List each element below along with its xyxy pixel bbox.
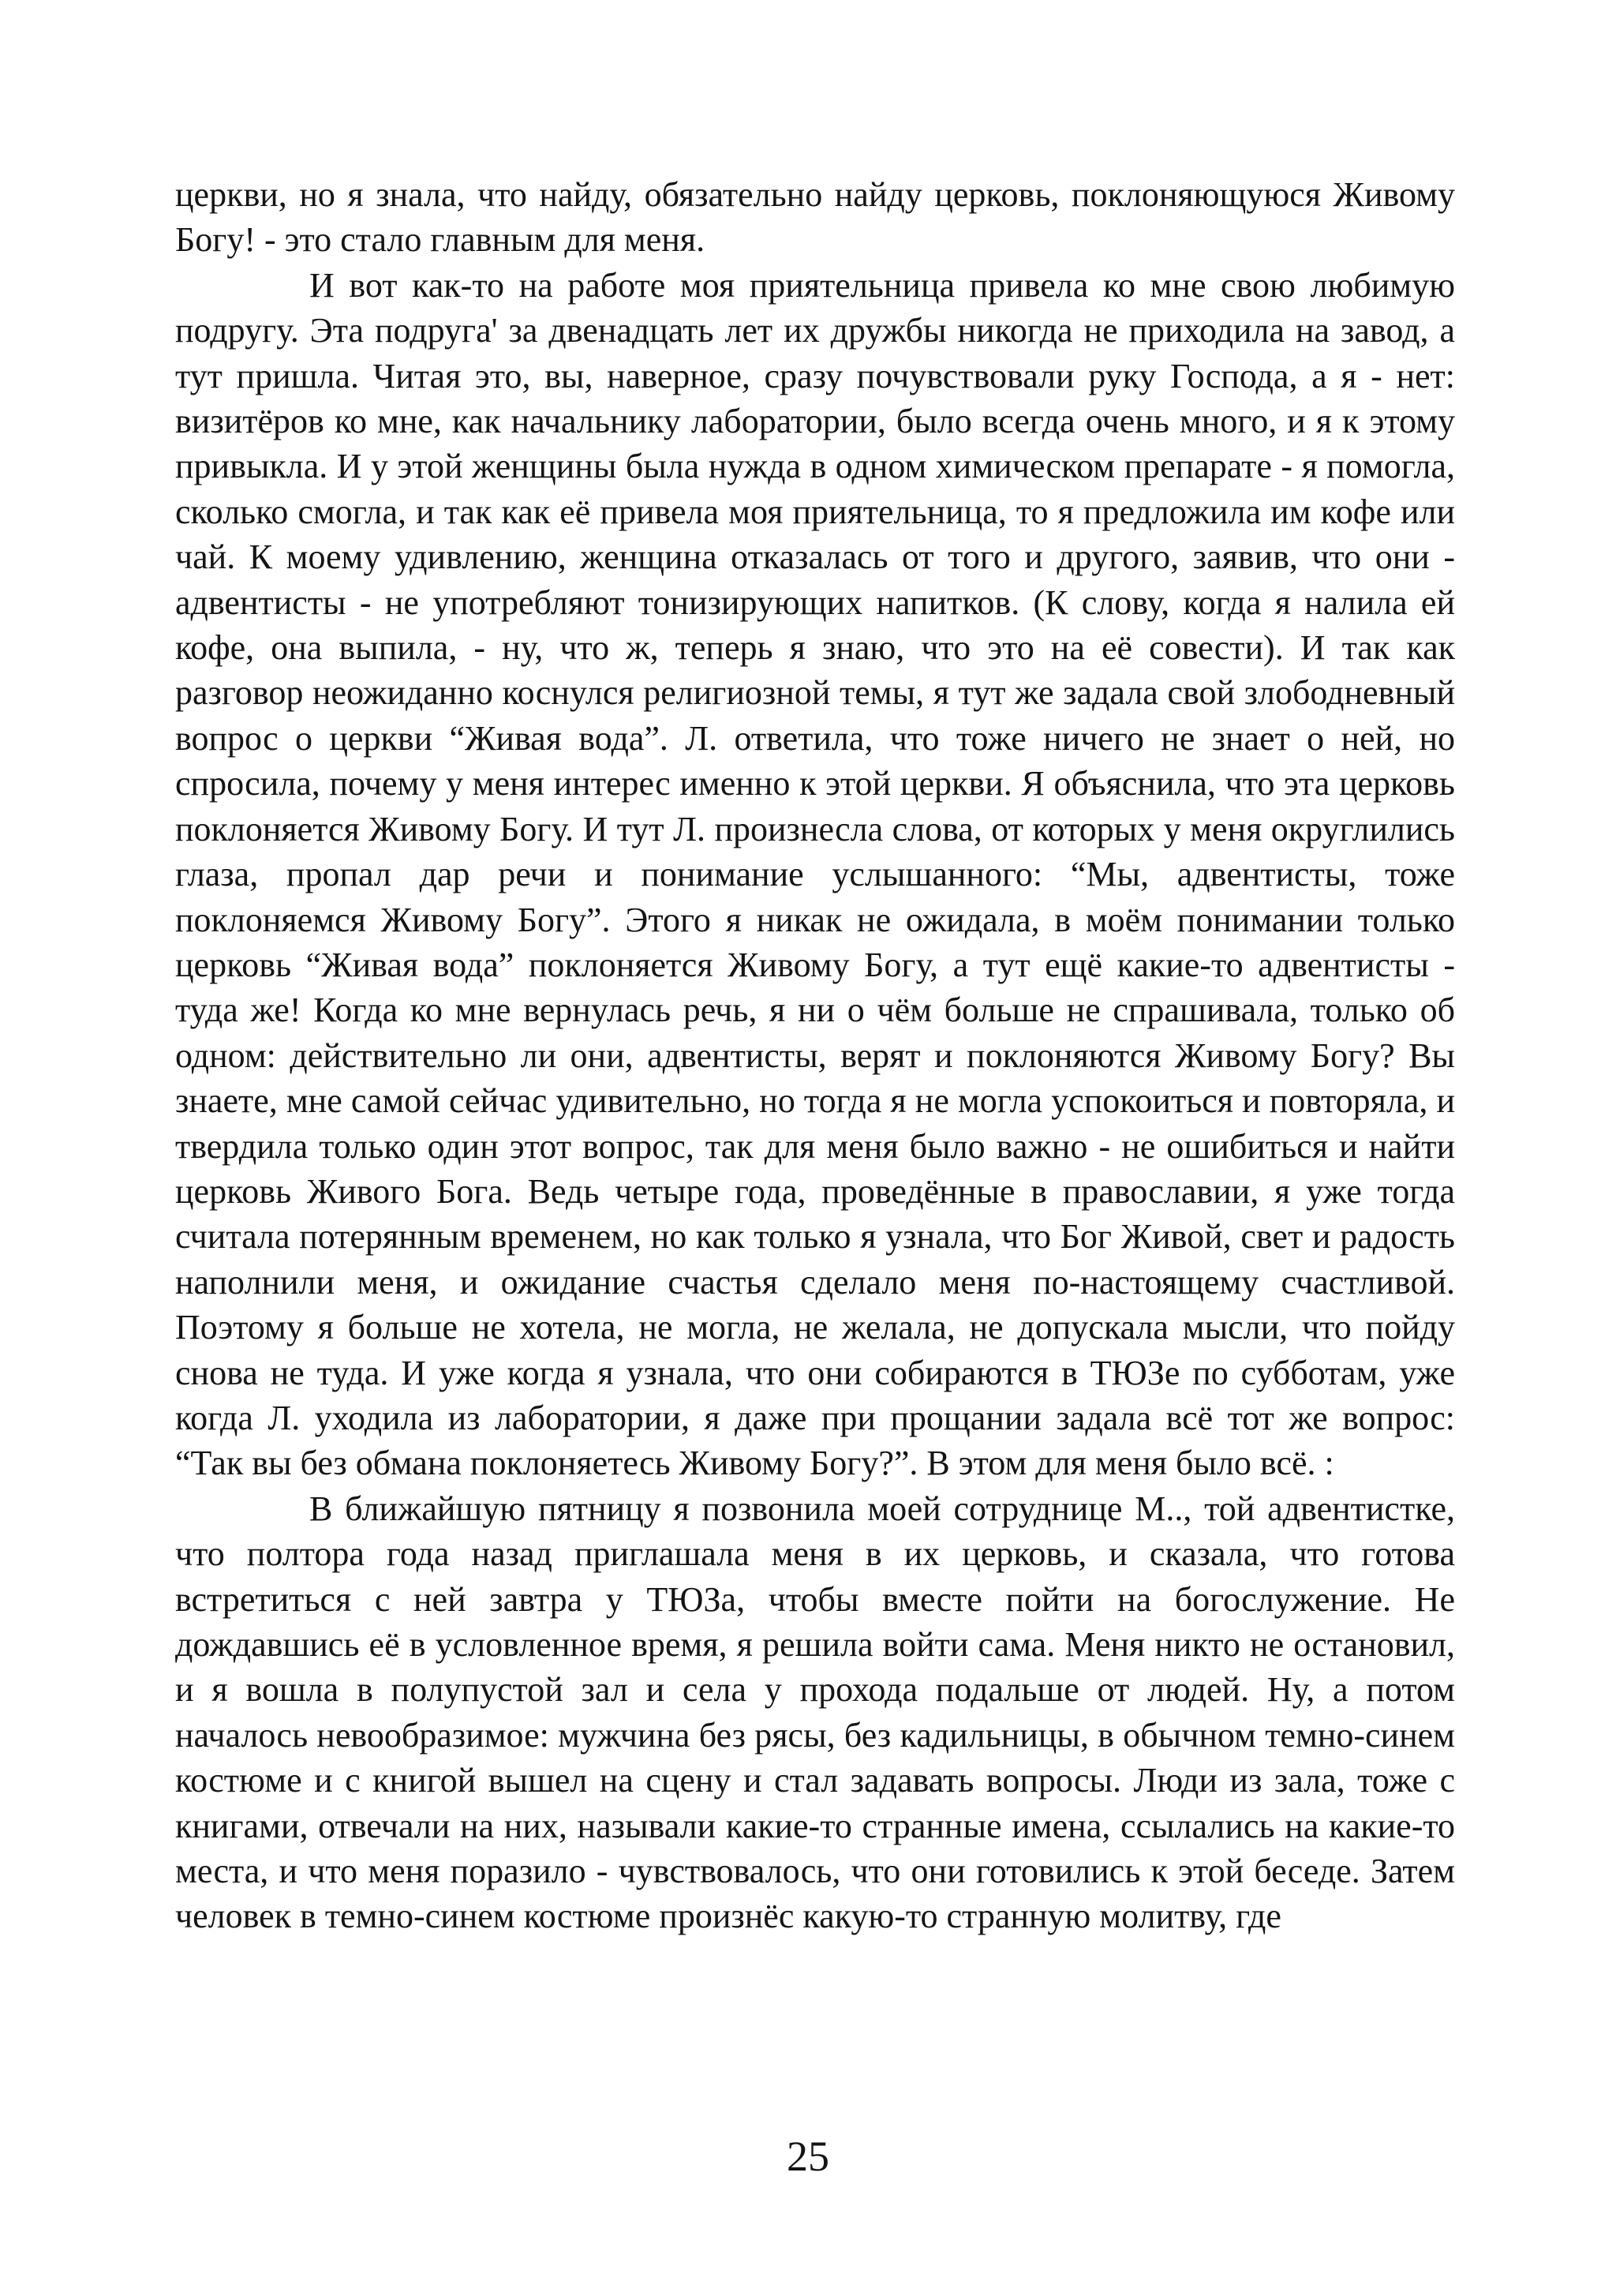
body-text	[175, 172, 1455, 1939]
page-number: 25	[787, 2133, 829, 2180]
paragraph: церкви, но я знала, что найду, обязательно найду церковь, поклоняющуюся Живому Богу! - это стало главным для меня.	[175, 175, 1455, 260]
paragraph: И вот как-то на работе моя приятельница привела ко мне свою любимую подругу. Эта подруга' за двенадцать лет их дружбы никогда не приходила на завод, а тут пришла. Читая это, вы, наверное, сразу почувствовали руку Господа, а я - нет: визитёров ко мне, как начальнику лаборатории, было всегда очень много, и я к этому привыкла. И у этой женщины была нужда в одном химическом препарате - я помогла, сколько смогла, и так как её привела моя приятельница, то я предложила им кофе или чай. К моему удивлению, женщина отказалась от того и другого, заявив, что они - адвентисты - не употребляют тонизирующих напитков. (К слову, когда я налила ей кофе, она выпила, - ну, что ж, теперь я знаю, что это на её совести). И так как разговор неожиданно коснулся религиозной темы, я тут же задала свой злободневный вопрос о церкви “Живая вода”. Л. ответила, что тоже ничего не знает о ней, но спросила, почему у меня интерес именно к этой церкви. Я объяснила, что эта церковь поклоняется Живому Богу. И тут Л. произнесла слова, от которых у меня округлились глаза, пропал дар речи и понимание услышанного: “Мы, адвентисты, тоже поклоняемся Живому Богу”. Этого я никак не ожидала, в моём понимании только церковь “Живая вода” поклоняется Живому Богу, а тут ещё какие-то адвентисты - туда же! Когда ко мне вернулась речь, я ни о чём больше не спрашивала, только об одном: действительно ли они, адвентисты, верят и поклоняются Живому Богу? Вы знаете, мне самой сейчас удивительно, но тогда я не могла успокоиться и повторяла, и твердила только один этот вопрос, так для меня было важно - не ошибиться и найти церковь Живого Бога. Ведь четыре года, проведённые в православии, я уже тогда считала потерянным временем, но как только я узнала, что Бог Живой, свет и радость наполнили меня, и ожидание счастья сделало меня по-настоящему счастливой. Поэтому я больше не хотела, не могла, не желала, не допускала мысли, что пойду снова не туда. И уже когда я узнала, что они собираются в ТЮЗе по субботам, уже когда Л. уходила из лаборатории, я даже при прощании задала всё тот же вопрос: “Так вы без обмана поклоняетесь Живому Богу?”. В этом для меня было всё. :	[175, 265, 1455, 1483]
paragraph: В ближайшую пятницу я позвонила моей сотруднице М.., той адвентистке, что полтора года назад приглашала меня в их церковь, и сказала, что готова встретиться с ней завтра у ТЮЗа, чтобы вместе пойти на богослужение. Не дождавшись её в условленное время, я решила войти сама. Меня никто не остановил, и я вошла в полупустой зал и села у прохода подальше от людей. Ну, а потом началось невообразимое: мужчина без рясы, без кадильницы, в обычном темно-синем костюме и с книгой вышел на сцену и стал задавать вопросы. Люди из зала, тоже с книгами, отвечали на них, называли какие-то странные имена, ссылались на какие-то места, и что меня поразило - чувствовалось, что они готовились к этой беседе. Затем человек в темно-синем костюме произнёс какую-то странную молитву, где	[175, 1489, 1455, 1936]
